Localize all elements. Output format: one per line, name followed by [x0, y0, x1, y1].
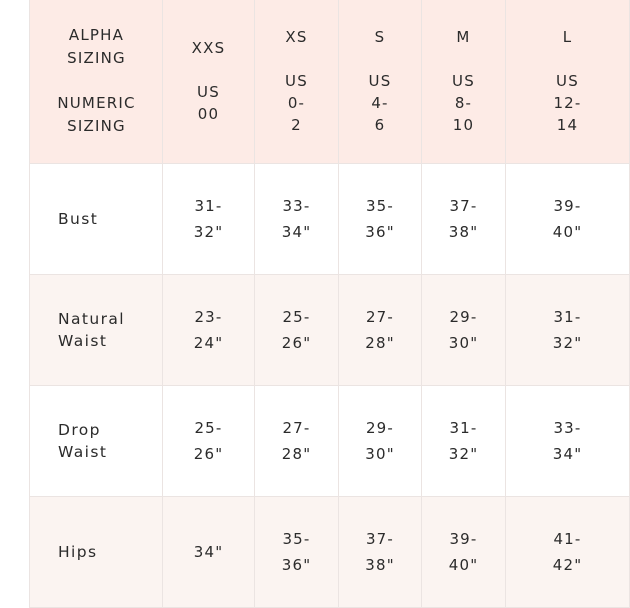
table-row-natural-waist — [30, 275, 630, 386]
measurement-cell: 33- 34" — [506, 386, 630, 497]
us-label: US — [197, 83, 220, 101]
alpha-size: M — [456, 28, 471, 46]
row-label-drop-waist: Drop Waist — [30, 386, 163, 497]
table-row-bust — [30, 164, 630, 275]
row-label-bust: Bust — [30, 164, 163, 275]
measurement-cell: 27- 28" — [255, 386, 339, 497]
alpha-sizing-label: ALPHA — [68, 26, 125, 44]
table-row-drop-waist — [30, 386, 630, 497]
numeric-size: 0- — [287, 94, 306, 112]
measurement-cell: 23- 24" — [163, 275, 255, 386]
numeric-sizing-label: NUMERIC — [57, 94, 136, 112]
header-stub-cell: ALPHA SIZING NUMERIC SIZING — [30, 0, 163, 164]
measurement-cell: 41- 42" — [506, 497, 630, 608]
alpha-size: S — [374, 28, 386, 46]
measurement-cell: 35- 36" — [255, 497, 339, 608]
measurement-cell: 37- 38" — [422, 164, 506, 275]
alpha-size: L — [562, 28, 573, 46]
us-label: US — [368, 72, 392, 90]
size-chart-viewport[interactable] — [29, 0, 583, 580]
us-label: US — [452, 72, 475, 90]
size-header-xs: XS US 0- 2 — [255, 0, 339, 164]
numeric-size: 12- — [553, 94, 582, 112]
measurement-cell: 25- 26" — [163, 386, 255, 497]
measurement-cell: 29- 30" — [339, 386, 422, 497]
table-row-hips — [30, 497, 630, 608]
measurement-cell: 35- 36" — [339, 164, 422, 275]
measurement-cell: 34" — [163, 497, 255, 608]
size-header-xxs — [163, 0, 255, 164]
size-header-m: M US 8- 10 — [422, 0, 506, 164]
us-label: US — [285, 72, 308, 90]
measurement-cell: 25- 26" — [255, 275, 339, 386]
numeric-size: 4- — [371, 94, 389, 112]
measurement-cell: 39- 40" — [422, 497, 506, 608]
alpha-size: XXS — [191, 39, 226, 57]
measurement-cell: 31- 32" — [506, 275, 630, 386]
size-header-s: S US 4- 6 — [339, 0, 422, 164]
measurement-cell: 33- 34" — [255, 164, 339, 275]
measurement-cell: 31- 32" — [163, 164, 255, 275]
size-chart-table — [29, 0, 630, 608]
us-label: US — [556, 72, 579, 90]
measurement-cell: 31- 32" — [422, 386, 506, 497]
measurement-cell: 29- 30" — [422, 275, 506, 386]
measurement-cell: 27- 28" — [339, 275, 422, 386]
row-label-hips: Hips — [30, 497, 163, 608]
numeric-size: 00 — [197, 105, 220, 123]
header-row — [30, 0, 630, 164]
size-header-l: L US 12- 14 — [506, 0, 630, 164]
numeric-size: 8- — [454, 94, 473, 112]
measurement-cell: 39- 40" — [506, 164, 630, 275]
alpha-size: XS — [285, 28, 308, 46]
row-label-natural-waist: Natural Waist — [30, 275, 163, 386]
measurement-cell: 37- 38" — [339, 497, 422, 608]
